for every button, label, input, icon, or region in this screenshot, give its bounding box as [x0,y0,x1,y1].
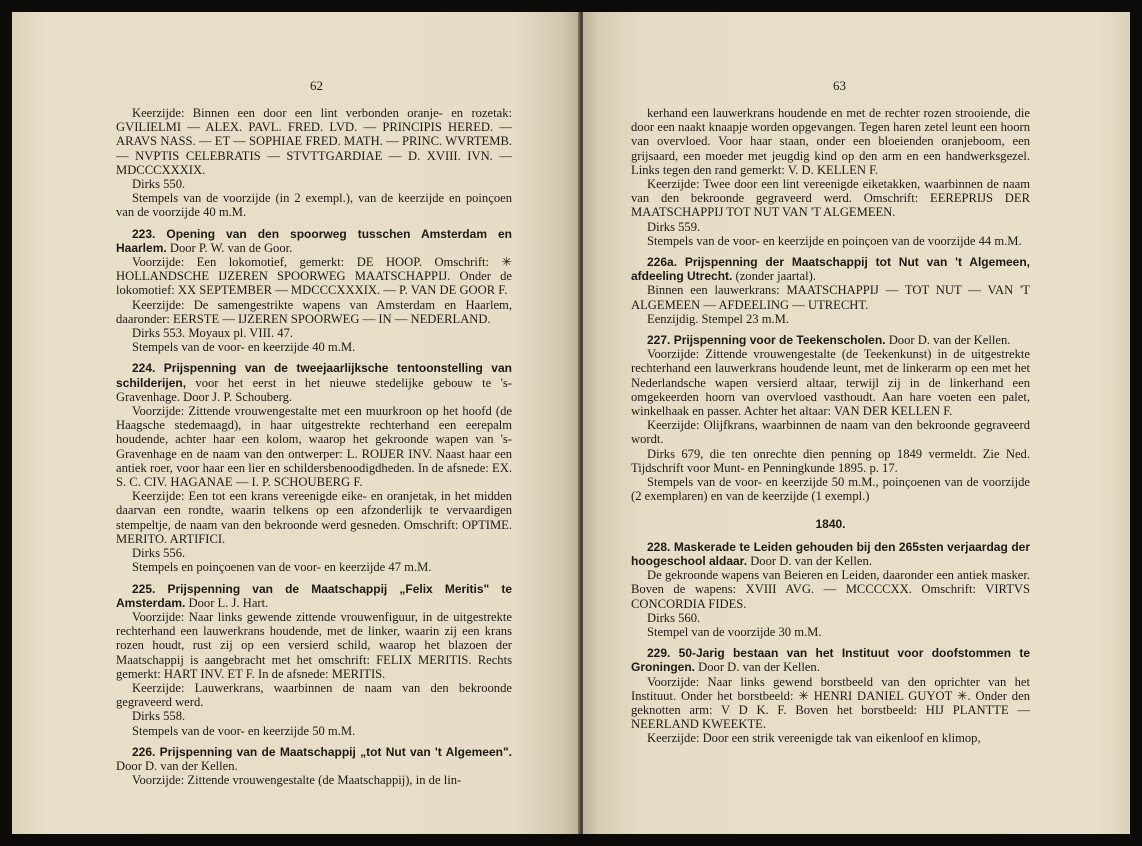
body-paragraph [116,106,512,177]
body-paragraph [116,681,512,709]
body-paragraph [631,106,1030,177]
paragraph-text: Door D. van der Kellen. [698,660,820,675]
text-column [631,106,1030,746]
paragraph-text: Door D. van der Kellen. [750,553,872,568]
entry-paragraph [116,227,512,255]
paragraph-text: Dirks 559. [647,219,701,234]
entry-heading: 225. Prijspenning van de Maatschappij „Felix Meritis" te Amsterdam. [116,581,512,610]
entry-heading: 227. Prijspenning voor de Teekenscholen. [647,333,886,348]
paragraph-text: De gekroonde wapens van Beieren en Leiden, daaronder een antiek masker. Boven de wapens: XVIII AVG. — MCCCCXX. Omschrift: VIRTVS CONCORDIA FIDES. [631,568,1030,611]
page-number: 62 [310,78,323,93]
paragraph-text: Stempels en poinçoenen van de voor- en keerzijde 47 m.M. [132,560,432,575]
paragraph-text: Dirks 553. Moyaux pl. VIII. 47. [132,326,294,341]
paragraph-text: Voorzijde: Naar links gewend borstbeeld van den oprichter van het Instituut. Onder het borstbeeld: ✳ HENRI DANIEL GUYOT ✳. Onder den geknotten arm: V D K. F. Boven het borstbeeld: HIJ PLANTTE — NEERLAND KWEEKTE. [631,674,1030,732]
entry-heading: 228. Maskerade te Leiden gehouden bij den 265sten verjaardag der hoogeschool aldaar. [631,539,1030,568]
body-paragraph [631,177,1030,220]
paragraph-text: Voorzijde: Een lokomotief, gemerkt: DE HOOP. Omschrift: ✳ HOLLANDSCHE IJZEREN SPOORWEG MAATSCHAPPIJ. Onder de lokomotief: XX SEPTEMBER — MDCCCXXXIX. — P. VAN DE GOOR F. [116,255,512,298]
paragraph-text: Stempels van de voorzijde (in 2 exempl.), van de keerzijde en poinçoen van de voorzijde 40 m.M. [116,191,512,220]
body-paragraph [116,191,512,219]
entry-paragraph [116,745,512,773]
entry-heading: 226a. Prijspenning der Maatschappij tot Nut van 't Algemeen, afdeeling Utrecht. [631,255,1030,284]
body-paragraph [116,560,512,574]
entry-heading: 224. Prijspenning van de tweejaarlijksche tentoonstelling van schilderijen, [116,361,512,390]
paragraph-text: Stempels van de voor- en keerzijde en poinçoen van de voorzijde 44 m.M. [647,233,1022,248]
text-column [116,106,512,787]
paragraph-text: Dirks 679, die ten onrechte dien penning op 1849 vermeldt. Zie Ned. Tijdschrift voor Munt- en Penningkunde 1895. p. 17. [631,446,1030,475]
book-spread [12,12,1130,834]
body-paragraph [116,255,512,298]
paragraph-text: Door L. J. Hart. [188,595,269,610]
paragraph-text: Stempel van de voorzijde 30 m.M. [647,624,822,639]
body-paragraph [116,546,512,560]
body-paragraph [116,773,512,787]
body-paragraph [116,326,512,340]
paragraph-text: Dirks 550. [132,177,186,192]
paragraph-text: Keerzijde: Binnen een door een lint verbonden oranje- en rozetak: GVILIELMI — ALEX. PAVL. FRED. LVD. — PRINCIPIS HERED. — ARAVS NASS. — ET — SOPHIAE FRED. MATH. — PRINC. WVRTEMB. — NVPTIS CELEBRATIS — STVTTGARDIAE — D. XVIII. IVN. — MDCCCXXXIX. [116,106,512,177]
paragraph-text: Keerzijde: Lauwerkrans, waarbinnen de naam van den bekroonde gegraveerd werd. [116,680,512,710]
paragraph-text: Voorzijde: Naar links gewende zittende vrouwenfiguur, in de uitgestrekte rechterhand een lauwerkrans houdende, met de linker, waarin zij een krans rozen houdt, rust zij op een versierd schild, waarop het blazoen der Maatschappij is aangebracht met het omschrift: FELIX MERITIS. Rechts gemerkt: HART INV. ET F. In de afsnede: MERITIS. [116,609,512,681]
body-paragraph [116,404,512,489]
body-paragraph [116,489,512,546]
body-paragraph [631,731,1030,745]
body-paragraph [631,283,1030,311]
paragraph-text: Keerzijde: Olijfkrans, waarbinnen de naam van den bekroonde gegraveerd wordt. [631,418,1030,447]
body-paragraph [116,709,512,723]
entry-paragraph [631,255,1030,283]
right-page [583,12,1130,834]
body-paragraph [631,475,1030,503]
paragraph-text: Keerzijde: De samengestrikte wapens van Amsterdam en Haarlem, daaronder: EERSTE — IJZEREN SPOORWEG — IN — NEDERLAND. [116,297,512,326]
paragraph-text: Door D. van der Kellen. [888,333,1011,348]
body-paragraph [116,177,512,191]
page-number: 63 [833,78,846,93]
paragraph-text: Eenzijdig. Stempel 23 m.M. [647,311,790,326]
body-paragraph [631,675,1030,732]
body-paragraph [631,447,1030,475]
left-page [12,12,580,834]
paragraph-text: Voorzijde: Zittende vrouwengestalte (de Teekenkunst) in de uitgestrekte rechterhand een lauwerkrans houdende leunt, met de linkerarm op een met het Nederlandsche wapen versierd altaar, terwijl zij in de linkerhand een omgekeerden hoorn van overvloed vasthoudt. Aan hare voeten een palet, winkelhaak en passer. Achter het altaar: VAN DER KELLEN F. [631,347,1030,419]
paragraph-text: voor het eerst in het nieuwe stedelijke gebouw te 's-Gravenhage. Door J. P. Schouberg. [116,375,512,404]
body-paragraph [631,234,1030,248]
paragraph-text: Door P. W. van de Goor. [169,240,293,255]
paragraph-text: Voorzijde: Zittende vrouwengestalte (de Maatschappij), in de lin- [132,773,462,788]
entry-paragraph [116,361,512,404]
paragraph-text: kerhand een lauwerkrans houdende en met de rechter rozen strooiende, die door een naakt knaapje worden opgevangen. Tegen haren zetel leunt een hoorn van overvloed. Voor haar staan, onder een bloeienden oranjeboom, een grijsaard, een moeder met jeugdig kind op den arm en een handwerksgezel. Links tegen den rand gemerkt: V. D. KELLEN F. [631,106,1030,177]
paragraph-text: Stempels van de voor- en keerzijde 40 m.M. [132,340,356,355]
body-paragraph [631,418,1030,446]
paragraph-text: Dirks 558. [132,709,186,724]
entry-paragraph [631,333,1030,347]
paragraph-text: Keerzijde: Twee door een lint vereenigde eiketakken, waarbinnen de naam van den bekroonde gegraveerd werd. Omschrift: EEREPRIJS DER MAATSCHAPPIJ TOT NUT VAN 'T ALGEMEEN. [631,177,1030,220]
body-paragraph [631,347,1030,418]
year-heading: 1840. [815,517,846,532]
paragraph-text: Voorzijde: Zittende vrouwengestalte met een muurkroon op het hoofd (de Haagsche stedemaagd), in haar uitgestrekte rechterhand een eerepalm houdende, achter haar een kolom, waarop het gekroonde wapen van 's-Gravenhage en de naam van den ontwerper: L. ROIJER INV. Naast haar een antiek roer, voor haar een lier en schildersbenoodigdheden. In de afsnede: EX. S. C. CIV. HAGANAE — I. P. SCHOUBERG F. [116,404,512,490]
body-paragraph [631,611,1030,625]
body-paragraph [116,610,512,681]
entry-heading: 229. 50-Jarig bestaan van het Instituut voor doofstommen te Groningen. [631,646,1030,675]
paragraph-text: Dirks 560. [647,610,701,625]
body-paragraph [116,298,512,326]
paragraph-text: Dirks 556. [132,546,186,561]
body-paragraph [631,568,1030,611]
paragraph-text: Stempels van de voor- en keerzijde 50 m.M. [132,723,356,738]
body-paragraph [631,312,1030,326]
paragraph-text: Door D. van der Kellen. [116,758,238,773]
body-paragraph [631,220,1030,234]
paragraph-text: Binnen een lauwerkrans: MAATSCHAPPIJ — TOT NUT — VAN 'T ALGEMEEN — AFDEELING — UTRECHT. [631,283,1030,312]
body-paragraph [116,724,512,738]
entry-paragraph [631,646,1030,674]
entry-paragraph [116,582,512,610]
paragraph-text: Keerzijde: Een tot een krans vereenigde eike- en oranjetak, in het midden daarvan een rondte, waarin telkens op een afzonderlijk te vervaardigen stempeltje, de naam van den bekroonde werd gesneden. Omschrift: OPTIME. MERITO. ARTIFICI. [116,489,512,546]
paragraph-text: Stempels van de voor- en keerzijde 50 m.M., poinçoenen van de voorzijde (2 exemplaren) en van de keerzijde (1 exempl.) [631,475,1030,504]
entry-heading: 223. Opening van den spoorweg tusschen Amsterdam en Haarlem. [116,226,512,255]
body-paragraph [116,340,512,354]
entry-heading: 226. Prijspenning van de Maatschappij „tot Nut van 't Algemeen". [132,744,512,759]
body-paragraph [631,625,1030,639]
entry-paragraph [631,540,1030,568]
paragraph-text: (zonder jaartal). [735,269,816,284]
paragraph-text: Keerzijde: Door een strik vereenigde tak van eikenloof en klimop, [647,731,981,746]
